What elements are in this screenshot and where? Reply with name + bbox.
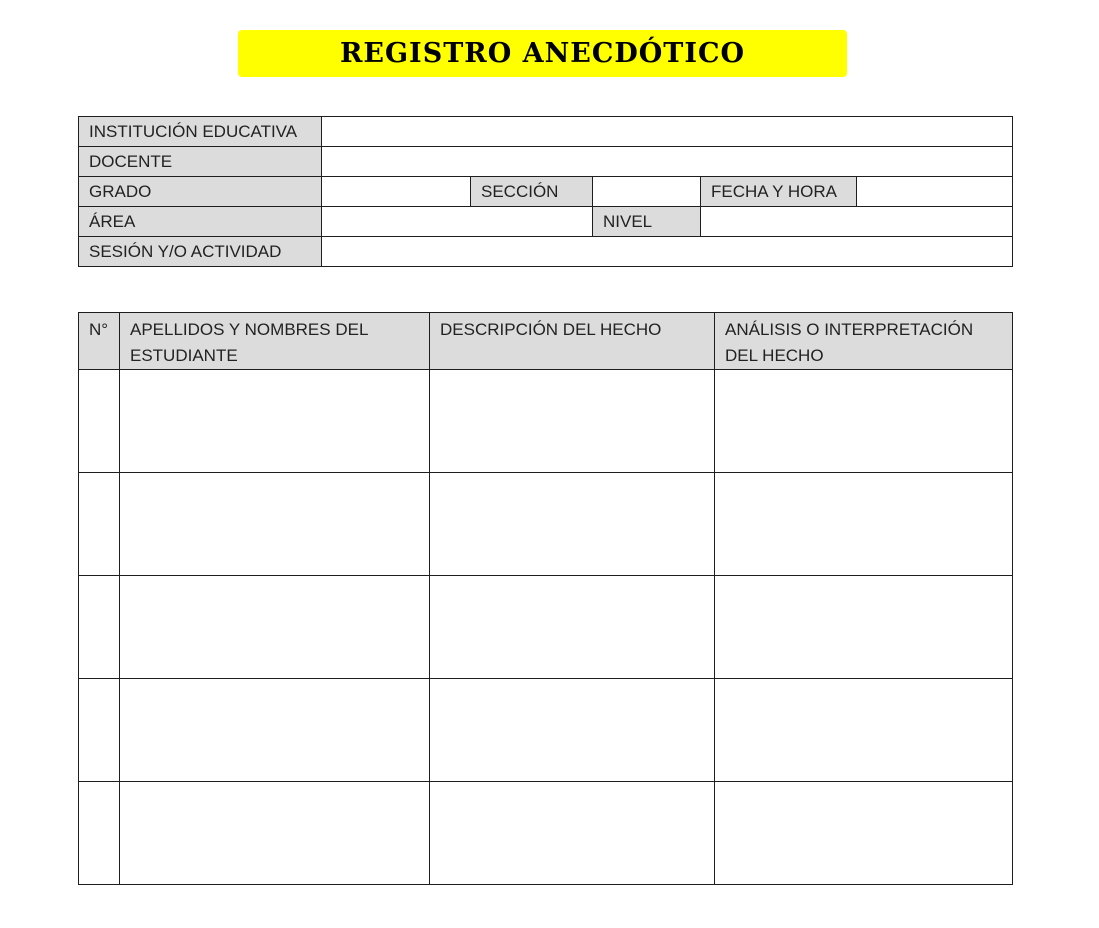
- col-header-analysis: ANÁLISIS O INTERPRETACIÓN DEL HECHO: [715, 313, 1013, 370]
- number-cell[interactable]: [79, 370, 120, 473]
- log-header-row: [79, 313, 1013, 370]
- analysis-cell[interactable]: [715, 473, 1013, 576]
- description-cell[interactable]: [430, 679, 715, 782]
- col-header-description: DESCRIPCIÓN DEL HECHO: [430, 313, 715, 370]
- number-cell[interactable]: [79, 679, 120, 782]
- col-header-number: N°: [79, 313, 120, 370]
- table-row: [79, 679, 1013, 782]
- fecha-label: FECHA Y HORA: [701, 177, 857, 207]
- grado-label: GRADO: [79, 177, 322, 207]
- student-cell[interactable]: [120, 370, 430, 473]
- fecha-field[interactable]: [857, 177, 1013, 207]
- institucion-label: INSTITUCIÓN EDUCATIVA: [79, 117, 322, 147]
- anecdote-log-table: [78, 312, 1013, 885]
- info-table: [78, 116, 1013, 267]
- docente-field[interactable]: [322, 147, 1013, 177]
- area-field[interactable]: [322, 207, 593, 237]
- area-label: ÁREA: [79, 207, 322, 237]
- description-cell[interactable]: [430, 473, 715, 576]
- number-cell[interactable]: [79, 782, 120, 885]
- student-cell[interactable]: [120, 782, 430, 885]
- sesion-label: SESIÓN Y/O ACTIVIDAD: [79, 237, 322, 267]
- grado-field[interactable]: [322, 177, 471, 207]
- info-row-institucion: [79, 117, 1013, 147]
- nivel-field[interactable]: [701, 207, 1013, 237]
- title-banner: [238, 30, 847, 77]
- table-row: [79, 370, 1013, 473]
- student-cell[interactable]: [120, 473, 430, 576]
- info-row-grado: [79, 177, 1013, 207]
- page-title: REGISTRO ANECDÓTICO: [339, 38, 745, 69]
- docente-label: DOCENTE: [79, 147, 322, 177]
- info-row-sesion: [79, 237, 1013, 267]
- sesion-field[interactable]: [322, 237, 1013, 267]
- description-cell[interactable]: [430, 576, 715, 679]
- nivel-label: NIVEL: [593, 207, 701, 237]
- table-row: [79, 782, 1013, 885]
- student-cell[interactable]: [120, 576, 430, 679]
- table-row: [79, 576, 1013, 679]
- info-row-docente: [79, 147, 1013, 177]
- table-row: [79, 473, 1013, 576]
- col-header-student: APELLIDOS Y NOMBRES DEL ESTUDIANTE: [120, 313, 430, 370]
- analysis-cell[interactable]: [715, 782, 1013, 885]
- analysis-cell[interactable]: [715, 679, 1013, 782]
- seccion-label: SECCIÓN: [471, 177, 593, 207]
- analysis-cell[interactable]: [715, 370, 1013, 473]
- info-row-area: [79, 207, 1013, 237]
- analysis-cell[interactable]: [715, 576, 1013, 679]
- seccion-field[interactable]: [593, 177, 701, 207]
- student-cell[interactable]: [120, 679, 430, 782]
- institucion-field[interactable]: [322, 117, 1013, 147]
- description-cell[interactable]: [430, 370, 715, 473]
- description-cell[interactable]: [430, 782, 715, 885]
- number-cell[interactable]: [79, 473, 120, 576]
- number-cell[interactable]: [79, 576, 120, 679]
